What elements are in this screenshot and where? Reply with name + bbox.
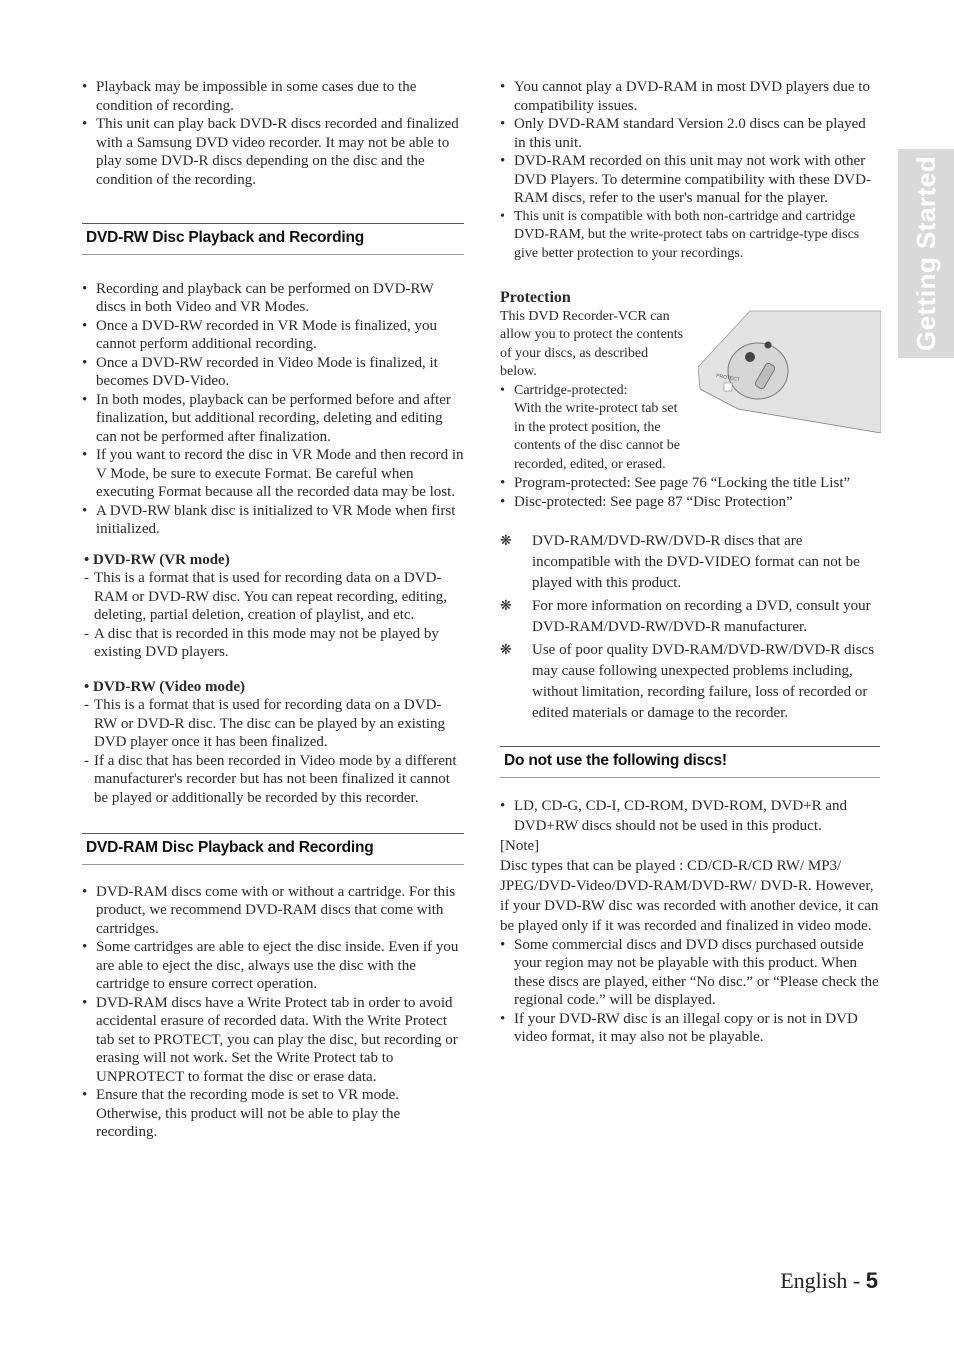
list-item: • If your DVD-RW disc is an illegal copy or is not in DVD video format, it may also not be playable. xyxy=(500,1010,880,1047)
list-item: • Some commercial discs and DVD discs purchased outside your region may not be playable with this product. When these discs are played, either “No disc.” or “Please check the regional code.” will be displayed. xyxy=(500,936,880,1010)
vr-mode-title-text: DVD-RW (VR mode) xyxy=(93,551,230,568)
dvdrw-bullet-list xyxy=(82,280,464,539)
video-mode-block xyxy=(82,678,464,808)
list-item: • Some cartridges are able to eject the disc inside. Even if you are able to eject the disc, always use the disc with the cartridge to ensure correct operation. xyxy=(82,938,464,994)
list-item: • DVD-RAM discs come with or without a cartridge. For this product, we recommend DVD-RAM discs that come with cartridges. xyxy=(82,883,464,939)
list-item: • If you want to record the disc in VR Mode and then record in V Mode, be sure to execute Format. Be careful when executing Format because all the recorded data may be lost. xyxy=(82,446,464,502)
page-number: 5 xyxy=(865,1268,878,1293)
cartridge-notch xyxy=(724,383,732,391)
note-item xyxy=(500,531,880,594)
intro-bullet-list xyxy=(82,78,464,189)
list-item: • You cannot play a DVD-RAM in most DVD players due to compatibility issues. xyxy=(500,78,880,115)
list-item: • Disc-protected: See page 87 “Disc Protection” xyxy=(500,493,880,512)
list-item: • LD, CD-G, CD-I, CD-ROM, DVD-ROM, DVD+R and DVD+RW discs should not be used in this product. xyxy=(500,796,880,836)
list-item: • Recording and playback can be performed on DVD-RW discs in both Video and VR Modes. xyxy=(82,280,464,317)
list-item: • Program-protected: See page 76 “Locking the title List” xyxy=(500,474,880,493)
donot-bullet-list xyxy=(500,796,880,836)
list-item: • This unit can play back DVD-R discs recorded and finalized with a Samsung DVD video recorder. It may not be able to play some DVD-R discs depending on the disc and the condition of the recording. xyxy=(82,115,464,189)
disc-hub xyxy=(728,343,788,399)
note-paragraph: Disc types that can be played : CD/CD-R/CD RW/ MP3/ JPEG/DVD-Video/DVD-RAM/DVD-RW/ DVD-R. However, if your DVD-RW disc was recorded with another device, it can be played only if it was recorded and finalized in video mode. xyxy=(500,857,879,934)
note-text: DVD-RAM/DVD-RW/DVD-R discs that are incompatible with the DVD-VIDEO format can not be played with this product. xyxy=(532,533,860,591)
cartridge-label: Cartridge-protected: xyxy=(514,382,628,398)
list-item: • This unit is compatible with both non-cartridge and cartridge DVD-RAM, but the write-protect tabs on cartridge-type discs give better protection to your recordings. xyxy=(500,208,880,264)
write-protect-hole xyxy=(765,342,772,349)
note-text: For more information on recording a DVD, consult your DVD-RAM/DVD-RW/DVD-R manufacturer. xyxy=(532,598,871,635)
list-item: • A DVD-RW blank disc is initialized to VR Mode when first initialized. xyxy=(82,502,464,539)
donot-section-heading: Do not use the following discs! xyxy=(500,746,880,778)
protection-title: Protection xyxy=(500,289,571,306)
list-item: • Ensure that the recording mode is set to VR mode. Otherwise, this product will not be able to play the recording. xyxy=(82,1086,464,1142)
right-column xyxy=(500,78,880,1047)
note-mark-icon: ❋ xyxy=(500,643,512,658)
footer-language: English - xyxy=(780,1268,866,1293)
note-item xyxy=(500,640,880,724)
page-footer xyxy=(780,1268,878,1294)
list-item: - If a disc that has been recorded in Video mode by a different manufacturer's recorder but has not been finalized it cannot be played or additionally be recorded by this recorder. xyxy=(84,752,464,808)
protection-intro: This DVD Recorder-VCR can allow you to protect the contents of your discs, as described below. xyxy=(500,308,684,379)
list-item: - This is a format that is used for recording data on a DVD-RAM or DVD-RW disc. You can repeat recording, editing, deleting, partial deletion, creation of playlist, and etc. xyxy=(84,569,464,625)
section-tab-label: Getting Started xyxy=(911,155,941,352)
protect-label: PROTECT xyxy=(715,373,741,384)
list-item: • DVD-RAM recorded on this unit may not work with other DVD Players. To determine compatibility with these DVD-RAM discs, refer to the user's manual for the player. xyxy=(500,152,880,208)
left-column xyxy=(82,78,464,1142)
vr-mode-title: • DVD-RW (VR mode) xyxy=(84,551,230,568)
dvdram-compat-bullet-list xyxy=(500,78,880,263)
list-item: • Once a DVD-RW recorded in VR Mode is finalized, you cannot perform additional recording. xyxy=(82,317,464,354)
note-item xyxy=(500,596,880,638)
hub-hole xyxy=(745,352,755,362)
list-item: • Playback may be impossible in some cases due to the condition of recording. xyxy=(82,78,464,115)
list-item: - This is a format that is used for recording data on a DVD-RW or DVD-R disc. The disc can be played by an existing DVD player once it has been finalized. xyxy=(84,696,464,752)
list-item: - A disc that is recorded in this mode may not be played by existing DVD players. xyxy=(84,625,464,662)
video-mode-title: • DVD-RW (Video mode) xyxy=(84,678,245,695)
list-item: • DVD-RAM discs have a Write Protect tab in order to avoid accidental erasure of recorded data. With the Write Protect tab set to PROTECT, you can play the disc, but recording or erasing will not work. Set the Write Protect tab to UNPROTECT to format the disc or erase data. xyxy=(82,994,464,1087)
video-mode-title-text: DVD-RW (Video mode) xyxy=(93,678,245,695)
list-item: • In both modes, playback can be performed before and after finalization, but additional recording, deleting and editing can not be performed after finalization. xyxy=(82,391,464,447)
cartridge-illustration xyxy=(698,309,881,433)
list-item: • Once a DVD-RW recorded in Video Mode is finalized, it becomes DVD-Video. xyxy=(82,354,464,391)
cartridge-text: With the write-protect tab set in the protect position, the contents of the disc cannot be recorded, edited, or erased. xyxy=(514,401,681,472)
note-mark-icon: ❋ xyxy=(500,534,512,549)
dvdram-section-heading: DVD-RAM Disc Playback and Recording xyxy=(82,833,464,865)
dvdrw-section-heading: DVD-RW Disc Playback and Recording xyxy=(82,223,464,255)
note-text: Use of poor quality DVD-RAM/DVD-RW/DVD-R discs may cause following unexpected problems including, without limitation, recording failure, loss of recorded or edited materials or damage to the recorder. xyxy=(532,642,875,721)
note-mark-icon: ❋ xyxy=(500,599,512,614)
section-tab xyxy=(898,149,954,358)
note-label: [Note] xyxy=(500,837,540,854)
list-item: • Only DVD-RAM standard Version 2.0 discs can be played in this unit. xyxy=(500,115,880,152)
vr-mode-block xyxy=(82,551,464,662)
final-bullet-list xyxy=(500,936,880,1047)
notes-block xyxy=(500,531,880,724)
dvdram-bullet-list xyxy=(82,883,464,1142)
